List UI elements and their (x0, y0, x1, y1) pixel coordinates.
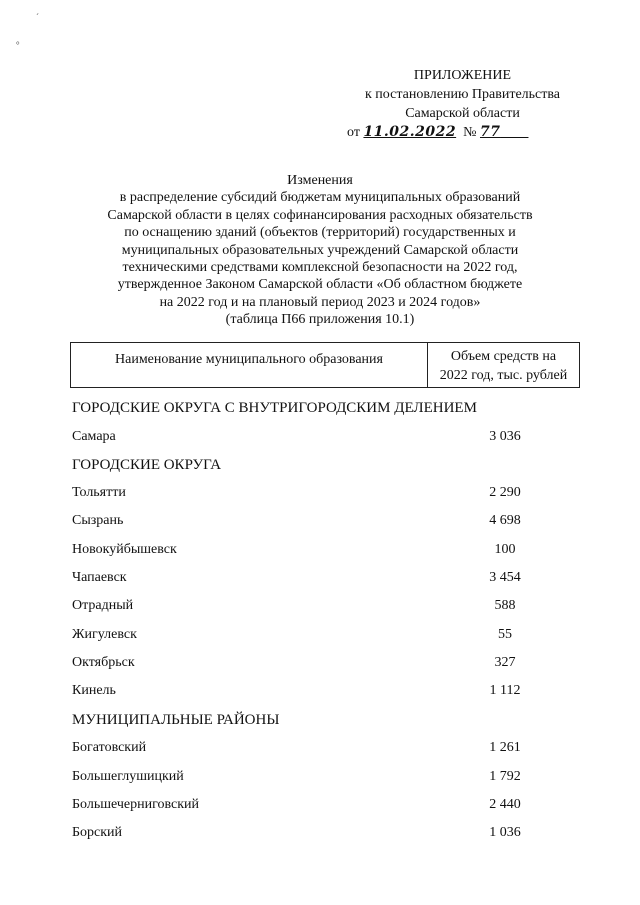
table-row (72, 625, 580, 645)
heading-line: в распределение субсидий бюджетам муниципальных образований (119, 190, 521, 206)
appendix-block (345, 66, 580, 142)
table-row (72, 596, 580, 616)
section-heading-row (72, 710, 580, 730)
amount-value: 1 036 (489, 825, 521, 840)
amount-value: 1 112 (489, 683, 521, 698)
table-row (72, 738, 580, 758)
document-heading (60, 172, 580, 329)
amount-value: 327 (494, 655, 516, 670)
heading-line: Изменения (287, 173, 353, 188)
table-row (72, 681, 580, 701)
header-value-line-2: 2022 год, тыс. рублей (439, 368, 568, 383)
municipality-name: Большеглушицкий (72, 769, 184, 784)
table-row (72, 795, 580, 815)
appendix-title: ПРИЛОЖЕНИЕ (413, 68, 512, 83)
table-row (72, 653, 580, 673)
section-heading-row (72, 455, 580, 475)
municipality-name: Большечерниговский (72, 797, 200, 812)
municipality-name: Богатовский (72, 740, 147, 755)
table-row (72, 483, 580, 503)
heading-line: техническими средствами комплексной безопасности на 2022 год, (122, 260, 518, 276)
header-value-cell (428, 343, 579, 387)
scan-mark: ° (16, 40, 20, 50)
section-title: ГОРОДСКИЕ ОКРУГА (72, 456, 222, 473)
date-value: 11.02.2022 (363, 124, 457, 140)
table-row (72, 568, 580, 588)
heading-line: (таблица П66 приложения 10.1) (225, 312, 415, 328)
municipality-name: Жигулевск (72, 627, 137, 642)
table-row (72, 823, 580, 843)
municipality-name: Сызрань (72, 513, 124, 528)
amount-value: 100 (494, 542, 516, 557)
heading-line: муниципальных образовательных учреждений Самарской области (121, 242, 519, 258)
heading-line: по оснащению зданий (объектов (территорий) государственных и (124, 225, 516, 241)
amount-value: 2 290 (489, 485, 521, 500)
section-title: МУНИЦИПАЛЬНЫЕ РАЙОНЫ (72, 711, 280, 728)
municipality-name: Новокуйбышевск (72, 542, 177, 557)
amount-value: 3 454 (489, 570, 521, 585)
amount-value: 4 698 (489, 513, 521, 528)
scan-mark: ˊ (36, 12, 39, 22)
section-heading-row (72, 398, 580, 418)
municipality-name: Тольятти (72, 485, 126, 500)
table-row (72, 427, 580, 447)
municipality-name: Борский (72, 825, 123, 840)
header-value-line-1: Объем средств на (450, 349, 557, 364)
municipality-name: Октябрьск (72, 655, 135, 670)
table-row (72, 767, 580, 787)
appendix-date-line (345, 123, 580, 142)
municipality-name: Кинель (72, 683, 116, 698)
date-prefix: от (347, 125, 360, 140)
municipality-name: Чапаевск (72, 570, 127, 585)
table-header (70, 342, 580, 388)
header-name-cell: Наименование муниципального образования (71, 343, 428, 387)
municipality-name: Отрадный (72, 598, 134, 613)
municipality-name: Самара (72, 429, 116, 444)
heading-line: утвержденное Законом Самарской области «Об областном бюджете (117, 277, 523, 293)
heading-line: на 2022 год и на плановый период 2023 и 2024 годов» (159, 294, 481, 310)
amount-value: 3 036 (489, 429, 521, 444)
table-row (72, 540, 580, 560)
heading-line: Самарской области в целях софинансирования расходных обязательств (107, 207, 533, 223)
amount-value: 1 261 (489, 740, 521, 755)
amount-value: 55 (498, 627, 512, 642)
table-row (72, 511, 580, 531)
section-title: ГОРОДСКИЕ ОКРУГА С ВНУТРИГОРОДСКИМ ДЕЛЕНИЕМ (72, 399, 477, 416)
appendix-line-1: к постановлению Правительства (364, 87, 561, 102)
amount-value: 2 440 (489, 797, 521, 812)
appendix-line-2: Самарской области (405, 106, 520, 121)
number-value: 77 (479, 124, 501, 140)
amount-value: 1 792 (489, 769, 521, 784)
number-prefix: № (463, 125, 477, 140)
amount-value: 588 (494, 598, 516, 613)
